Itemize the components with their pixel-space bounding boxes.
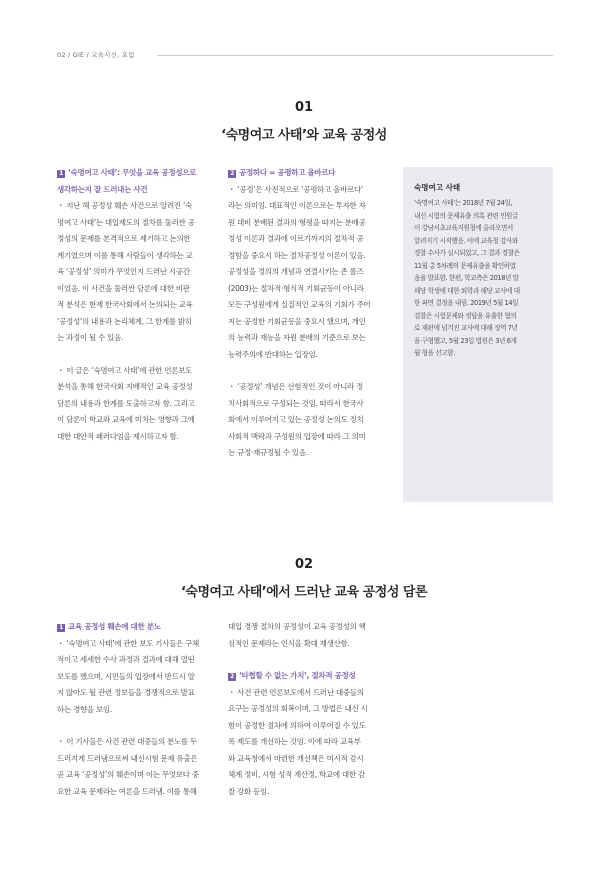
section2-number: 02 (294, 557, 314, 572)
paragraph: ・ ‘숙명여고 사태’에 관한 보도 기사들은 구체 적이고 세세한 수사 과정과 결과에 대해 열띤 보도를 했으며, 시민들의 입장에서 반드시 알 지 않아도 될 관련 정보들을 경쟁적으로 발표 하는 경향을 보임. (57, 638, 199, 714)
paragraph: ・ 이 글은 ‘숙명여고 사태’에 관한 언론보도 분석을 통해 한국사회 지배적인 교육 공정성 담론의 내용과 한계를 도출하고자 함. 그리고 이 담론이 학교와 교육에 미치는 영향과 그에 대한 대안적 패러다임을 제시하고자 함. (57, 365, 195, 441)
paragraph: ・ ‘공정성’ 개념은 선험적인 것이 아니라 정 치사회적으로 구성되는 것임. 따라서 한국사 회에서 이루어지고 있는 공정성 논의도 정치 사회적 맥락과 구성원의 입장에 따라 그 의미 는 규정·재규정될 수 있음. (228, 382, 366, 457)
section2-left-column (57, 619, 215, 800)
heading-number-badge: 2 (228, 170, 236, 178)
section1-left-column (57, 165, 215, 445)
sidebar-title: 숙명여고 사태 (414, 183, 461, 192)
paragraph: ・ 지난 해 공정성 훼손 사건으로 알려진 ‘숙 명여고 사태’는 대입제도의 절차를 둘러싼 공 정성의 문제를 본격적으로 제기하고 논의한 계기였으며 이를 통해 사람들이 생각하는 교 육 ‘공정성’ 의미가 무엇인지 드러난 시공간 이었음. 이 사건을 둘러싼 담론에 대한 비판 적 분석은 현재 한국사회에서 논의되는 교육 ‘공정성’의 내용과 논리체계, 그 한계를 밝히 는 과정이 될 수 있음. (57, 201, 195, 342)
page-header (57, 50, 553, 66)
header-text: 02 / GIE / 교육시선, 포럼 (57, 51, 135, 59)
paragraph: ・ ‘공정’은 사전적으로 ‘공평하고 올바르다’ 라는 의미임. 대표적인 이론으로는 투자한 자 원 대비 분배된 결과의 형평을 따지는 분배공 정성 이론과 결과에 이르기까지의 절차적 공 정함을 중요시 하는 절차공정성 이론이 있음. 공정성을 정의의 개념과 연결시키는 존 롤즈 (2003)는 절차적·형식적 기회균등이 아니라 모든 구성원에게 실질적인 교육의 기회가 주어 지는 공정한 기회균등을 중요시 했으며, 개인 의 능력과 재능을 자원 분배의 기준으로 보는 능력주의에 반대하는 입장임. (228, 184, 371, 359)
section1-title: ‘숙명여고 사태’와 교육 공정성 (221, 128, 387, 143)
sidebar-body: ‘숙명여고 사태’는 2018년 7월 24일, 내신 시험의 문제유출 의혹 관련 민원글 이 강남서초교육지원청에 올라오면서 알려지기 시작했음. 이에 교육청 감사와 경찰 수사가 실시되었고, 그 결과 경찰은 11월 총 5차례의 문제유출을 확인하였 음을 발표함. 한편, 학교측은 2018년 말 해당 학생에 대한 퇴학과 해당 교사에 대 한 파면 결정을 내림. 2019년 5월 14일 검찰은 시험문제와 정답을 유출한 혐의 로 재판에 넘겨진 교사에 대해 징역 7년 을 구형했고, 5월 23일 법원은 3년 6개 월 형을 선고함. (414, 199, 520, 357)
section2-mid-heading: 2 ‘타협할 수 없는 가치’, 절차적 공정성 (228, 668, 388, 685)
heading-line: 생각하는지 잘 드러내는 사건 (57, 184, 148, 194)
heading-number-badge: 2 (228, 673, 236, 681)
section2-left-heading: 1 교육 공정성 훼손에 대한 분노 (57, 619, 215, 636)
paragraph: 대입 경쟁 절차의 공정성이 교육 공정성의 핵 심적인 문제라는 인식을 확대 재생산함. (228, 622, 366, 648)
sidebar-box (403, 167, 553, 502)
section1-mid-column (228, 165, 388, 462)
heading-number-badge: 1 (57, 170, 65, 178)
paragraph: ・ 사건 관련 언론보도에서 드러난 대중들의 요구는 공정성의 회복이며, 그 방법은 내신 시 험이 공정한 절차에 의하여 이루어질 수 있도 록 제도를 개선하는 것임. 이에 따라 교육부 와 교육청에서 마련한 개선책은 미시적 감시 체계 정비, 시험 성적 재산정, 학교에 대한 감 찰 강화 등임. (228, 687, 368, 796)
paragraph: ・ 이 기사들은 사건 관련 대중들의 분노를 두 드러지게 드러냄으로써 내신시험 문제 유출은 곧 교육 ‘공정성’의 훼손이며 이는 무엇보다 중 요한 교육 문제라는 여론을 드러냄. 이를 통해 (57, 737, 199, 796)
section1-number: 01 (294, 100, 314, 115)
section1-left-heading (57, 165, 215, 198)
heading-line: ‘숙명여고 사태’: 무엇을 교육 공정성으로 (68, 168, 197, 177)
header-divider (157, 55, 553, 56)
section2-mid-column (228, 619, 388, 800)
section1-mid-heading: 2 공정하다 = 공평하고 올바르다 (228, 165, 388, 182)
heading-number-badge: 1 (57, 624, 65, 632)
section2-title: ‘숙명여고 사태’에서 드러난 교육 공정성 담론 (180, 585, 428, 600)
